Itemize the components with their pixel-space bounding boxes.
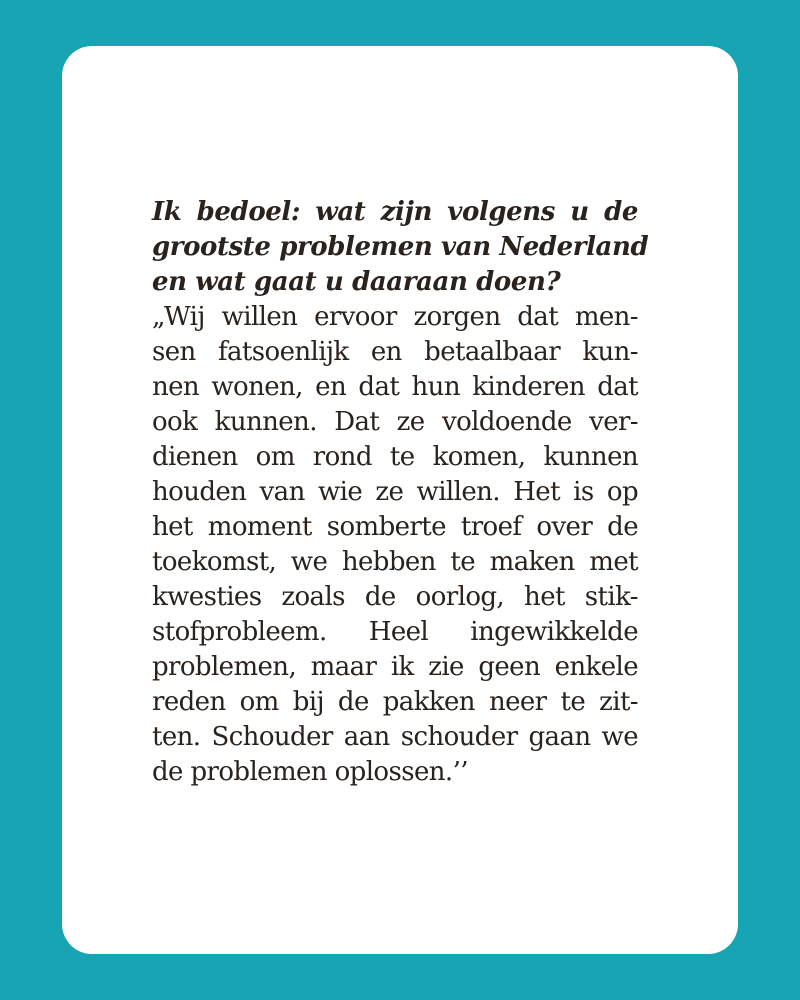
- answer-line: reden om bij de pakken neer te zit-: [152, 687, 638, 717]
- answer-line: „Wij willen ervoor zorgen dat men-: [152, 302, 638, 332]
- answer-line: problemen, maar ik zie geen enkele: [152, 652, 638, 682]
- answer-line: ook kunnen. Dat ze voldoende ver-: [152, 407, 638, 437]
- answer-line: toekomst, we hebben te maken met: [152, 547, 638, 577]
- interview-question: [152, 195, 649, 300]
- question-line: en wat gaat u daaraan doen?: [152, 267, 561, 297]
- answer-line: sen fatsoenlijk en betaalbaar kun-: [152, 337, 638, 367]
- answer-line: houden van wie ze willen. Het is op: [152, 477, 638, 507]
- question-line: Ik bedoel: wat zijn volgens u de: [152, 197, 638, 227]
- answer-line: dienen om rond te komen, kunnen: [152, 442, 638, 472]
- interview-answer: [152, 300, 638, 790]
- answer-line: de problemen oplossen.’’: [152, 757, 468, 787]
- answer-line: het moment somberte troef over de: [152, 512, 638, 542]
- answer-line: ten. Schouder aan schouder gaan we: [152, 722, 638, 752]
- answer-line: stofprobleem. Heel ingewikkelde: [152, 617, 638, 647]
- answer-line: nen wonen, en dat hun kinderen dat: [152, 372, 638, 402]
- answer-line: kwesties zoals de oorlog, het stik-: [152, 582, 638, 612]
- question-line: grootste problemen van Nederland: [152, 232, 649, 262]
- interview-text-block: [152, 195, 649, 790]
